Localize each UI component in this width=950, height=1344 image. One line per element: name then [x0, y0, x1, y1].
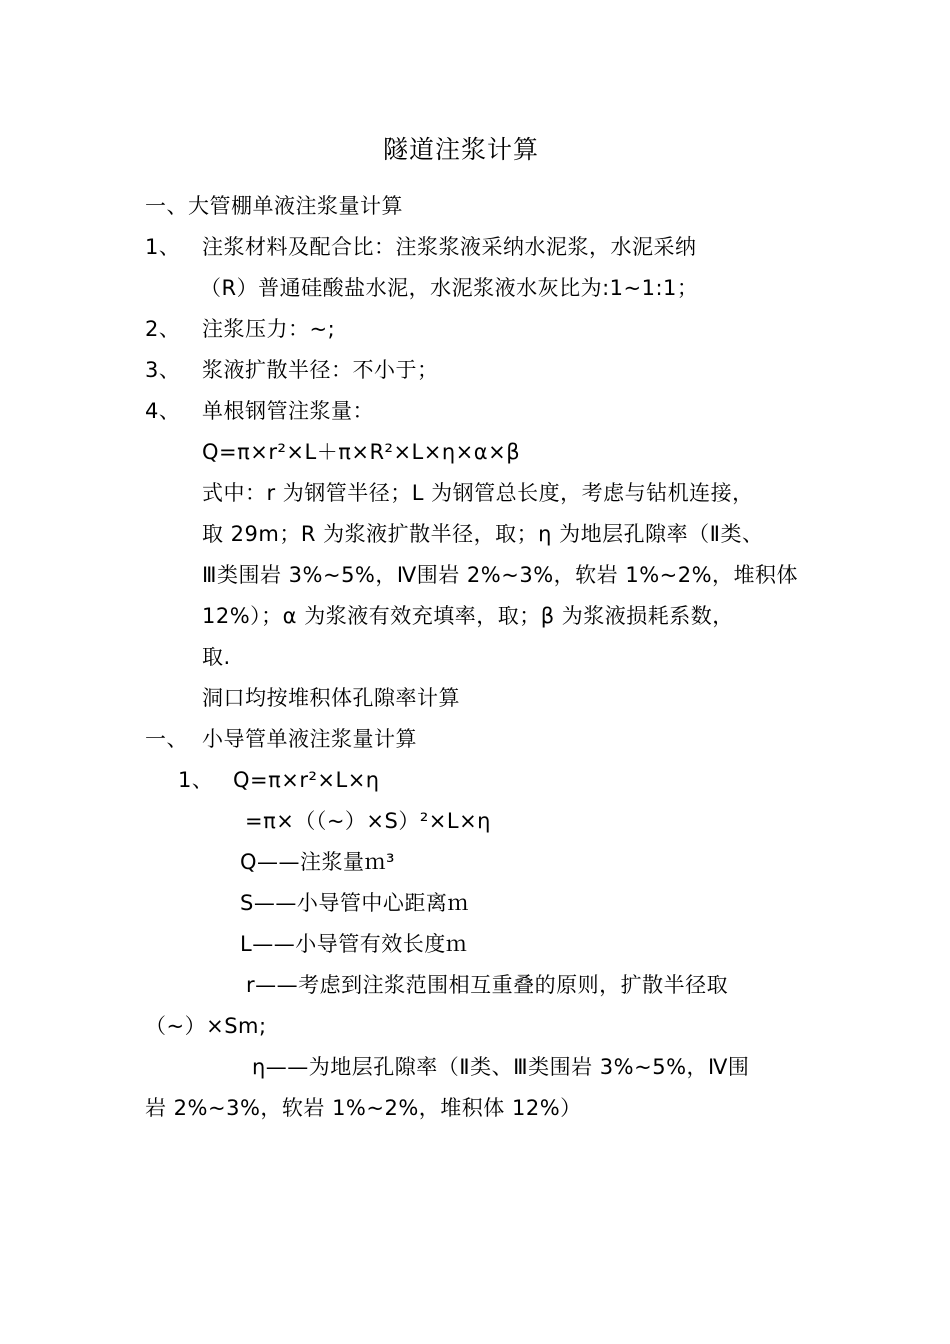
definition-line-continuation: 岩 2%~3%，软岩 1%~2%，堆积体 12%）	[145, 1096, 582, 1120]
item-number: 1、	[178, 768, 214, 792]
section-title: 小导管单液注浆量计算	[202, 727, 417, 751]
item-number: 4、	[145, 399, 181, 423]
item-text: 浆液扩散半径：不小于；	[202, 358, 439, 382]
definition-line: L——小导管有效长度ｍ	[240, 932, 468, 956]
item-number: 3、	[145, 358, 181, 382]
note-line: 洞口均按堆积体孔隙率计算	[202, 686, 460, 710]
item-text-continuation: （R）普通硅酸盐水泥，水泥浆液水灰比为:1~1:1；	[200, 276, 699, 300]
formula-pipe-shed: Q=π×r²×L＋π×R²×L×η×α×β	[202, 440, 521, 464]
section-number: 一、	[145, 727, 188, 751]
item-text: 注浆压力：~;	[202, 317, 336, 341]
formula-small-pipe-expanded: =π×（（~）×S）²×L×η	[245, 809, 491, 833]
definition-line-continuation: （~）×Sm;	[145, 1014, 267, 1038]
explanation-line: 取 29m；R 为浆液扩散半径，取；η 为地层孔隙率（Ⅱ类、	[202, 522, 764, 546]
definition-line: Q——注浆量ｍ³	[240, 850, 395, 874]
explanation-line: 式中：r 为钢管半径；L 为钢管总长度，考虑与钻机连接，	[202, 481, 754, 505]
explanation-line: 12%）；α 为浆液有效充填率，取；β 为浆液损耗系数，	[202, 604, 734, 628]
definition-line: S——小导管中心距离ｍ	[240, 891, 469, 915]
section-heading-1: 一、大管棚单液注浆量计算	[145, 194, 403, 218]
definition-line: η——为地层孔隙率（Ⅱ类、Ⅲ类围岩 3%~5%，Ⅳ围	[252, 1055, 750, 1079]
page-title: 隧道注浆计算	[383, 135, 540, 164]
formula-small-pipe: Q=π×r²×L×η	[233, 768, 380, 792]
item-text: 注浆材料及配合比：注浆浆液采纳水泥浆，水泥采纳	[202, 235, 697, 259]
item-number: 1、	[145, 235, 181, 259]
definition-line: r——考虑到注浆范围相互重叠的原则，扩散半径取	[246, 973, 729, 997]
item-text: 单根钢管注浆量：	[202, 399, 374, 423]
item-number: 2、	[145, 317, 181, 341]
explanation-line: 取.	[202, 645, 231, 669]
explanation-line: Ⅲ类围岩 3%~5%，Ⅳ围岩 2%~3%，软岩 1%~2%，堆积体	[202, 563, 799, 587]
